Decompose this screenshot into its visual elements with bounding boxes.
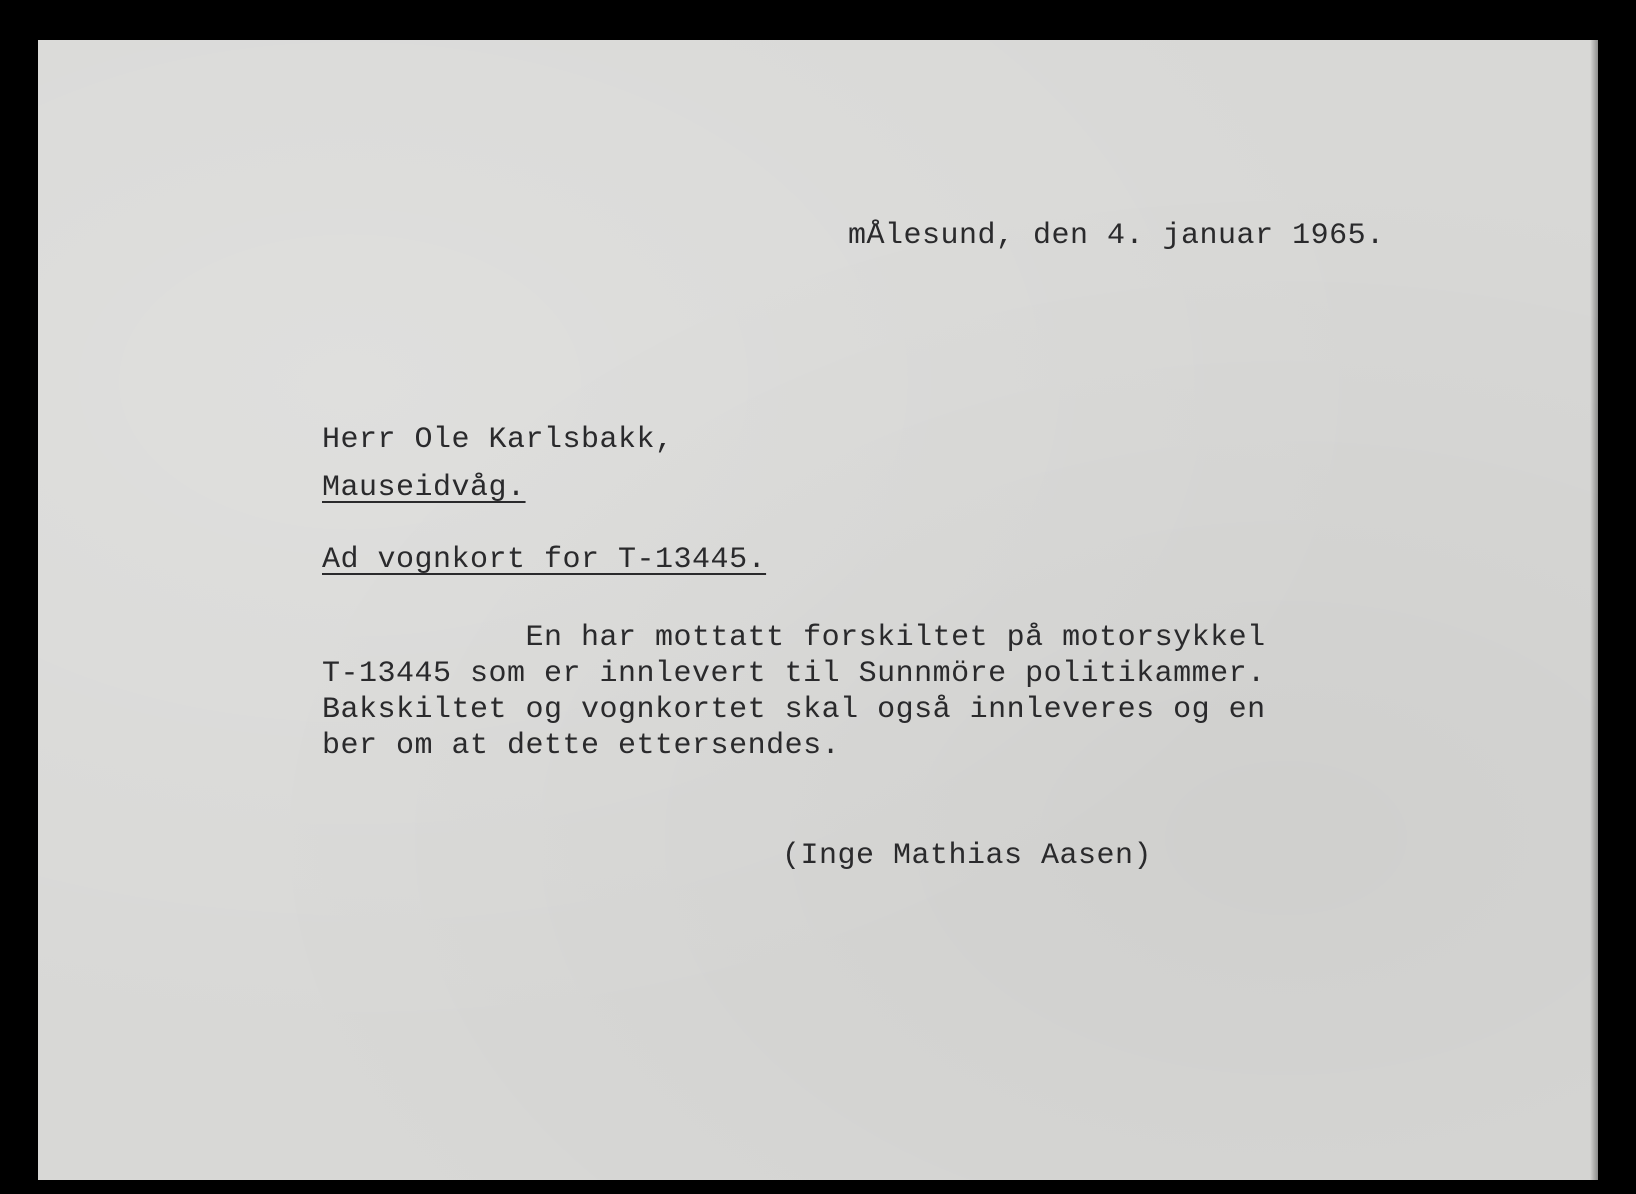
body-line: ber om at dette ettersendes.	[322, 729, 841, 763]
letter-subject: Ad vognkort for T-13445.	[322, 543, 767, 577]
signature: (Inge Mathias Aasen)	[782, 839, 1153, 873]
recipient-place: Mauseidvåg.	[322, 471, 526, 505]
body-line: T-13445 som er innlevert til Sunnmöre politikammer.	[322, 657, 1266, 691]
body-line: En har mottatt forskiltet på motorsykkel	[322, 621, 1266, 655]
letter-page	[38, 40, 1598, 1180]
body-line: Bakskiltet og vognkortet skal også innleveres og en	[322, 693, 1266, 727]
recipient-name: Herr Ole Karlsbakk,	[322, 423, 674, 457]
letter-date: mÅlesund, den 4. januar 1965.	[848, 219, 1385, 253]
page-edge-shadow	[1590, 40, 1598, 1180]
